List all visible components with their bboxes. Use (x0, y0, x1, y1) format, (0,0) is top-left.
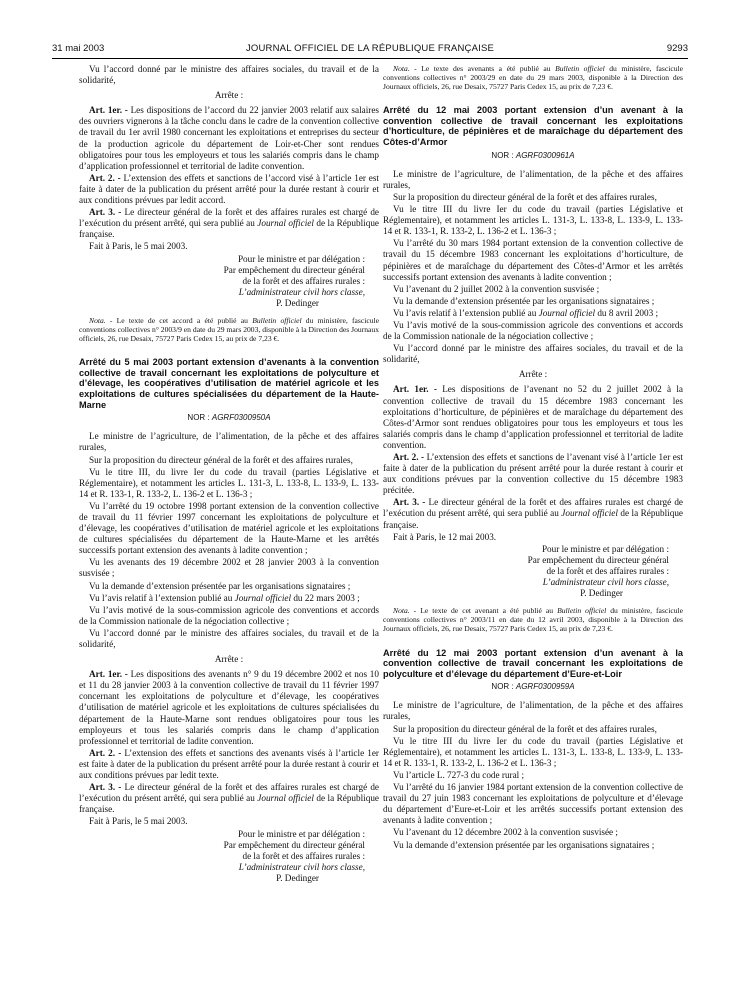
article-label: Art. 1er. - (89, 669, 128, 680)
article-1 (79, 669, 379, 747)
article-text: Le directeur général de la forêt et des affaires rurales est chargé de l’exécution du présent arrêté, qui sera publié au (79, 207, 379, 229)
paragraph: Vu l’accord donné par le ministre des affaires sociales, du travail et de la solidarité, (383, 343, 683, 365)
left-column (79, 64, 379, 884)
arrete-heading: Arrête : (518, 369, 548, 380)
nor-code: AGRF0300961A (515, 150, 575, 160)
paragraph: Vu les avenants des 19 décembre 2002 et 28 janvier 2003 à la convention susvisée ; (79, 557, 379, 579)
page-number: 9293 (666, 43, 688, 54)
article-text: L’extension des effets et sanctions de l’avenant visé à l’article 1er est faite à dater de la publication du présent arrêté pour la durée restant à courir et aux conditions prévues par la convention collective du 15 décembre 1983 précitée. (383, 452, 683, 496)
journal-reference: Journal officiel (538, 307, 596, 318)
header-date: 31 mai 2003 (52, 43, 105, 54)
paragraph: Vu l’accord donné par le ministre des affaires sociales, du travail et de la solidarité, (79, 64, 379, 86)
article-3 (79, 207, 379, 240)
nota-label: Nota. - (393, 606, 417, 616)
paragraph: Vu la demande d’extension présentée par les organisations signataires ; (89, 580, 351, 591)
nor-label: NOR : (187, 413, 212, 423)
signature-line: de la forêt et des affaires rurales : (242, 275, 365, 286)
article-label: Art. 2. - (89, 747, 122, 758)
decree-title: Arrêté du 12 mai 2003 portant extension d’un avenant à la convention collective de travail concernant les exploitations d’horticulture, de pépinières et de maraîchage du département des Côtes-d’Armor (383, 105, 683, 148)
right-column (383, 64, 683, 852)
paragraph (79, 593, 379, 604)
signature-line: Pour le ministre et par délégation : (237, 253, 365, 264)
nor-code: AGRF0300959A (515, 682, 575, 692)
bulletin-reference: Bulletin officiel (252, 315, 302, 325)
nota-label: Nota. - (89, 315, 113, 325)
signatory-name: P. Dedinger (276, 872, 319, 883)
header-rule (52, 58, 688, 59)
decree-title: Arrêté du 5 mai 2003 portant extension d’avenants à la convention collective de travail concernant les exploitations de polyculture et d’élevage, les coopératives d’utilisation de matériel agricole et les exploitations de cultures spécialisées du département de la Haute-Marne (79, 357, 379, 410)
article-text: Les dispositions des avenants n° 9 du 19 décembre 2002 et nos 10 et 11 du 28 janvier 2003 à la convention collective de travail du 11 février 1997 concernant les exploitations de polyculture et d’élevage, les coopératives d’utilisation de matériel agricole et les exploitations de cultures spécialisées du département de la Haute-Marne sont rendues obligatoires pour tous les employeurs et tous les salariés compris dans le champ d’application professionnel et territorial de ladite convention. (79, 669, 379, 746)
paragraph: Le ministre de l’agriculture, de l’alimentation, de la pêche et des affaires rurales, (383, 700, 683, 722)
signature-title: L’administrateur civil hors classe, (238, 286, 365, 297)
article-label: Art. 2. - (89, 172, 121, 183)
bulletin-reference: Bulletin officiel (557, 606, 607, 616)
journal-reference: Journal officiel (561, 508, 618, 519)
paragraph: Vu l’arrêté du 30 mars 1984 portant extension de la convention collective de travail du 15 décembre 1983 concernant les exploitations d’horticulture, de pépinières et de maraîchage du département des Côtes-d’Armor et les arrêtés successifs portant extension des avenants à ladite convention ; (383, 238, 683, 282)
article-text: Le directeur général de la forêt et des affaires rurales est chargé de l’exécution du présent arrêté, qui sera publié au (79, 782, 379, 804)
fait-line: Fait à Paris, le 5 mai 2003. (89, 816, 188, 827)
signatory-name: P. Dedinger (276, 297, 319, 308)
nor-code: AGRF0300950A (211, 413, 271, 423)
signature-title: L’administrateur civil hors classe, (542, 577, 669, 588)
arrete-heading: Arrête : (214, 90, 244, 101)
paragraph: Vu le titre III, du livre Ier du code du travail (parties Législative et Réglementaire), et notamment les articles L. 131-3, L. 133-8, L. 133-9, L. 133-14 et R. 133-1, R. 133-2, L. 136-2 et L. 136-3 ; (79, 466, 379, 499)
nor-label: NOR : (491, 682, 516, 692)
page-header (52, 43, 688, 57)
article-label: Art. 3. - (89, 207, 122, 218)
paragraph: Vu l’article L. 727-3 du code rural ; (393, 769, 525, 780)
signature-line: de la forêt et des affaires rurales : (546, 565, 669, 576)
bulletin-reference: Bulletin officiel (555, 64, 605, 73)
paragraph-text: du 22 mars 2003 ; (291, 592, 360, 603)
signature-line: de la forêt et des affaires rurales : (242, 850, 365, 861)
article-3 (383, 497, 683, 530)
paragraph: Sur la proposition du directeur général de la forêt et des affaires rurales, (89, 454, 353, 465)
paragraph: Vu la demande d’extension présentée par les organisations signataires ; (393, 839, 655, 850)
nota-text: Le texte de cet avenant a été publié au (416, 606, 558, 616)
article-1 (383, 384, 683, 451)
article-text: L’extension des effets et sanctions de l’accord visé à l’article 1er est faite à dater de la publication du présent arrêté pour la durée restant à courir et aux conditions prévues par ledit accord. (79, 172, 379, 206)
journal-reference: Journal officiel (234, 592, 292, 603)
nota-note (383, 606, 683, 633)
paragraph-text: Vu l’avis relatif à l’extension publié au (89, 592, 235, 603)
article-1 (79, 105, 379, 172)
paragraph: Le ministre de l’agriculture, de l’alimentation, de la pêche et des affaires rurales, (383, 168, 683, 190)
nota-text: du ministère, fascicule conventions collectives n° 2003/9 en date du 29 mars 2003, disponible à la Direction des Journaux officiels, 26, rue Desaix, 75727 Paris Cedex 15, au prix de 7,23 €. (79, 315, 379, 344)
journal-reference: Journal officiel (257, 793, 314, 804)
article-label: Art. 1er. - (89, 105, 128, 116)
article-3 (79, 782, 379, 815)
paragraph: Vu le titre III du livre Ier du code du travail (parties Législative et Réglementaire), et notamment les articles L. 131-3, L. 133-8, L. 133-9, L. 133-14 et R. 133-1, R. 133-2, L. 136-2 et L. 136-3 ; (383, 735, 683, 768)
nor-label: NOR : (491, 150, 516, 160)
article-text: Les dispositions de l’avenant no 52 du 2 juillet 2002 à la convention collective de travail du 15 décembre 1983 concernant les exploitations d’horticulture, de pépinières et de maraîchage du département des Côtes-d’Armor sont rendues obligatoires pour tous les employeurs et tous les salariés compris dans le champ d’application professionnel et territorial de ladite convention. (383, 384, 683, 450)
signature-line: Par empêchement du directeur général (223, 264, 365, 275)
arrete-heading: Arrête : (214, 654, 244, 665)
paragraph: Vu l’accord donné par le ministre des affaires sociales, du travail et de la solidarité, (79, 627, 379, 649)
nor-reference (383, 150, 683, 161)
paragraph: Sur la proposition du directeur général de la forêt et des affaires rurales, (393, 191, 657, 202)
nor-reference (79, 412, 379, 423)
signature-line: Pour le ministre et par délégation : (237, 828, 365, 839)
article-2 (79, 173, 379, 206)
article-label: Art. 3. - (89, 782, 122, 793)
paragraph-text: Vu l’avis relatif à l’extension publié au (393, 307, 539, 318)
paragraph: Vu l’avis motivé de la sous-commission agricole des conventions et accords de la Commission nationale de la négociation collective ; (383, 319, 683, 342)
article-2 (383, 452, 683, 496)
paragraph: Vu l’arrêté du 16 janvier 1984 portant extension de la convention collective de travail du 27 juin 1983 concernant les exploitations de polyculture et d’élevage du département d’Eure-et-Loir et les arrêtés successifs portant extension des avenants à ladite convention ; (383, 782, 683, 826)
paragraph: Vu l’avenant du 12 décembre 2002 à la convention susvisée ; (393, 827, 618, 838)
fait-line: Fait à Paris, le 5 mai 2003. (89, 241, 188, 252)
signatory-name: P. Dedinger (580, 588, 623, 599)
paragraph: Vu l’avenant du 2 juillet 2002 à la convention susvisée ; (393, 283, 600, 294)
paragraph (383, 308, 683, 319)
nota-text: du ministère, fascicule conventions collectives n° 2003/29 en date du 29 mars 2003, disponible à la Direction des Journaux officiels, 26, rue Desaix, 75727 Paris Cedex 15, au prix de 7,23 €. (383, 64, 683, 92)
paragraph-text: du 8 avril 2003 ; (595, 307, 659, 318)
article-text: de la République française. (79, 218, 379, 240)
nota-note (79, 316, 379, 343)
signature-line: Pour le ministre et par délégation : (541, 543, 669, 554)
decree-title: Arrêté du 12 mai 2003 portant extension d’un avenant à la convention collective de travail concernant les exploitations de polyculture et d’élevage du département d’Eure-et-Loir (383, 647, 683, 679)
article-text: Les dispositions de l’accord du 22 janvier 2003 relatif aux salaires des ouvriers vignerons à la tâche conclu dans le cadre de la convention collective de travail du 1er avril 1980 concernant les exploitations et entreprises du secteur de la production agricole du département de Loir-et-Cher sont rendues obligatoires pour tous les employeurs et tous les salariés compris dans le champ d’application professionnel et territorial de ladite convention. (79, 105, 379, 171)
article-2 (79, 748, 379, 781)
article-text: de la République française. (79, 793, 379, 815)
paragraph: Vu la demande d’extension présentée par les organisations signataires ; (393, 295, 655, 306)
journal-title: JOURNAL OFFICIEL DE LA RÉPUBLIQUE FRANÇAISE (245, 43, 495, 54)
article-label: Art. 1er. - (393, 384, 437, 395)
signature-title: L’administrateur civil hors classe, (238, 861, 365, 872)
journal-reference: Journal officiel (257, 218, 314, 229)
nota-text: du ministère, fascicule conventions collectives n° 2003/11 en date du 12 avril 2003, disponible à la Direction des Journaux officiels, 26, rue Desaix, 75727 Paris Cedex 15, au prix de 7,23 €. (383, 606, 683, 634)
paragraph: Vu le titre III du livre Ier du code du travail (parties Législative et Réglementaire), et notamment les articles L. 131-3, L. 133-8, L. 133-9, L. 133-14 et R. 133-1, R. 133-2, L. 136-2 et L. 136-3 ; (383, 204, 683, 237)
signature-line: Par empêchement du directeur général (223, 839, 365, 850)
article-label: Art. 3. - (393, 497, 426, 508)
article-text: Le directeur général de la forêt et des affaires rurales est chargé de l’exécution du présent arrêté, qui sera publié au (383, 497, 683, 519)
nota-note (383, 64, 683, 91)
fait-line: Fait à Paris, le 12 mai 2003. (393, 531, 497, 542)
paragraph: Vu l’arrêté du 19 octobre 1998 portant extension de la convention collective de travail du 11 février 1997 concernant les exploitations de polyculture et d’élevage, les coopératives d’utilisation de matériel agricole et les exploitations de cultures spécialisées du département de la Haute-Marne et les arrêtés successifs portant extension des avenants à ladite convention ; (79, 500, 379, 556)
article-label: Art. 2. - (393, 452, 425, 462)
nota-text: Le texte des avenants a été publié au (416, 64, 556, 73)
nota-label: Nota. - (393, 64, 417, 73)
signature-line: Par empêchement du directeur général (527, 554, 669, 565)
paragraph: Vu l’avis motivé de la sous-commission agricole des conventions et accords de la Commission nationale de la négociation collective ; (79, 604, 379, 626)
nota-text: Le texte de cet accord a été publié au (112, 315, 253, 325)
article-text: de la République française. (383, 508, 683, 530)
paragraph: Le ministre de l’agriculture, de l’alimentation, de la pêche et des affaires rurales, (79, 431, 379, 453)
paragraph: Sur la proposition du directeur général de la forêt et des affaires rurales, (393, 723, 657, 734)
article-text: L’extension des effets et sanctions des avenants visés à l’article 1er est faite à dater de la publication du présent arrêté pour la durée restant à courir et aux conditions prévues par ledit texte. (79, 747, 379, 781)
nor-reference (383, 681, 683, 692)
